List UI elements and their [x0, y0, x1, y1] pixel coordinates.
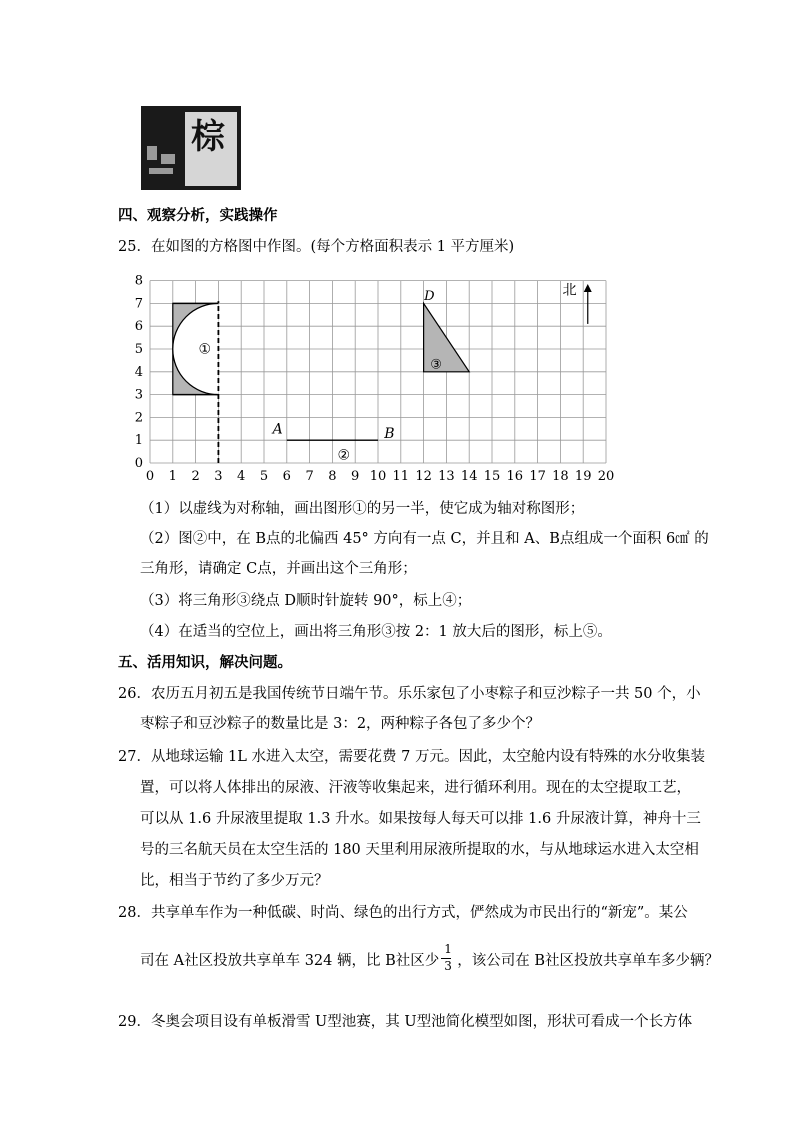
shape3-label: ③	[430, 357, 442, 373]
q28-line1: 28．共享单车作为一种低碳、时尚、绿色的出行方式，俨然成为市民出行的“新宠”。某公	[118, 905, 688, 921]
y-tick-label: 5	[134, 342, 143, 357]
label-d: D	[424, 288, 435, 304]
x-tick-label: 4	[237, 469, 246, 484]
q26-line1: 26．农历五月初五是我国传统节日端午节。乐乐家包了小枣粽子和豆沙粽子一共 50 个，小	[118, 686, 701, 702]
y-tick-label: 4	[134, 364, 143, 380]
x-tick-label: 17	[529, 469, 546, 484]
x-tick-label: 20	[597, 469, 615, 484]
x-tick-label: 8	[328, 469, 337, 484]
section5-heading: 五、活用知识，解决问题。	[118, 654, 292, 671]
x-tick-label: 11	[392, 469, 410, 484]
point-labels	[198, 282, 576, 463]
x-tick-label: 9	[351, 469, 360, 484]
x-tick-label: 3	[214, 469, 223, 484]
y-tick-label: 1	[134, 433, 143, 449]
section4-heading: 四、观察分析，实践操作	[118, 207, 278, 224]
x-tick-label: 7	[305, 469, 314, 484]
shape2-label: ②	[337, 447, 351, 464]
label-a: A	[272, 421, 283, 438]
x-tick-label: 1	[168, 469, 177, 484]
x-tick-label: 5	[259, 469, 269, 484]
shapes	[173, 284, 592, 463]
q25-sub2-line2: 三角形，请确定 C点，并画出这个三角形；	[140, 561, 417, 577]
grid-figure	[130, 268, 620, 488]
q29-line1: 29．冬奥会项目设有单板滑雪 U型池赛，其 U型池简化模型如图，形状可看成一个长方体	[118, 1014, 693, 1030]
north-label: 北	[562, 282, 577, 299]
q27-line5: 比，相当于节约了多少万元？	[140, 873, 329, 889]
x-tick-label: 2	[191, 469, 200, 484]
x-tick-label: 0	[145, 469, 155, 484]
q28-line2-start: 司在 A社区投放共享单车 324 辆，比 B社区少	[140, 953, 440, 969]
x-tick-label: 12	[415, 469, 432, 484]
x-tick-label: 16	[506, 469, 524, 484]
x-tick-label: 15	[483, 469, 501, 484]
q28-frac-num: 1	[444, 942, 452, 956]
q28-line2	[140, 942, 720, 973]
q25-stem: 25．在如图的方格图中作图。(每个方格面积表示 1 平方厘米)	[118, 239, 515, 255]
q26-line2: 枣粽子和豆沙粽子的数量比是 3：2，两种粽子各包了多少个？	[140, 716, 541, 732]
north-arrow-head	[584, 284, 592, 292]
q27-line2: 置，可以将人体排出的尿液、汗液等收集起来，进行循环利用。现在的太空提取工艺，	[140, 780, 691, 796]
poster-glyph: 棕	[191, 117, 225, 157]
q27-line4: 号的三名航天员在太空生活的 180 天里利用尿液所提取的水，与从地球运水进入太空相	[140, 842, 699, 858]
q27-line3: 可以从 1.6 升尿液里提取 1.3 升水。如果按每人每天可以排 1.6 升尿液计算，神舟十三	[140, 811, 701, 827]
y-tick-label: 8	[134, 273, 143, 289]
shape1-label: ①	[198, 341, 212, 358]
q25-sub2-line1: （2）图②中，在 B点的北偏西 45° 方向有一点 C，并且和 A、B点组成一个面积 6㎠ 的	[140, 531, 709, 547]
q25-sub4: （4）在适当的空位上，画出将三角形③按 2：1 放大后的图形，标上⑤。	[140, 624, 612, 640]
q27-line1: 27．从地球运输 1L 水进入太空，需要花费 7 万元。因此，太空舱内设有特殊的水分收集装	[118, 749, 705, 765]
y-tick-label: 7	[134, 296, 143, 312]
label-b: B	[384, 425, 395, 442]
x-tick-label: 14	[460, 469, 478, 484]
poster-photo	[141, 106, 241, 190]
x-tick-label: 18	[552, 469, 569, 484]
y-tick-label: 2	[134, 410, 143, 426]
x-tick-label: 13	[438, 469, 455, 484]
q25-sub3: （3）将三角形③绕点 D顺时针旋转 90°，标上④；	[140, 593, 472, 609]
x-tick-label: 6	[282, 469, 291, 484]
x-tick-label: 19	[574, 469, 592, 484]
origin-label: 0	[134, 456, 143, 471]
q28-line2-end: ，该公司在 B社区投放共享单车多少辆？	[457, 953, 720, 969]
q28-frac-den: 3	[444, 959, 452, 973]
y-tick-label: 6	[134, 319, 143, 335]
y-tick-label: 3	[134, 387, 143, 403]
q25-sub1: （1）以虚线为对称轴，画出图形①的另一半，使它成为轴对称图形；	[140, 501, 585, 517]
x-tick-label: 10	[369, 469, 387, 484]
